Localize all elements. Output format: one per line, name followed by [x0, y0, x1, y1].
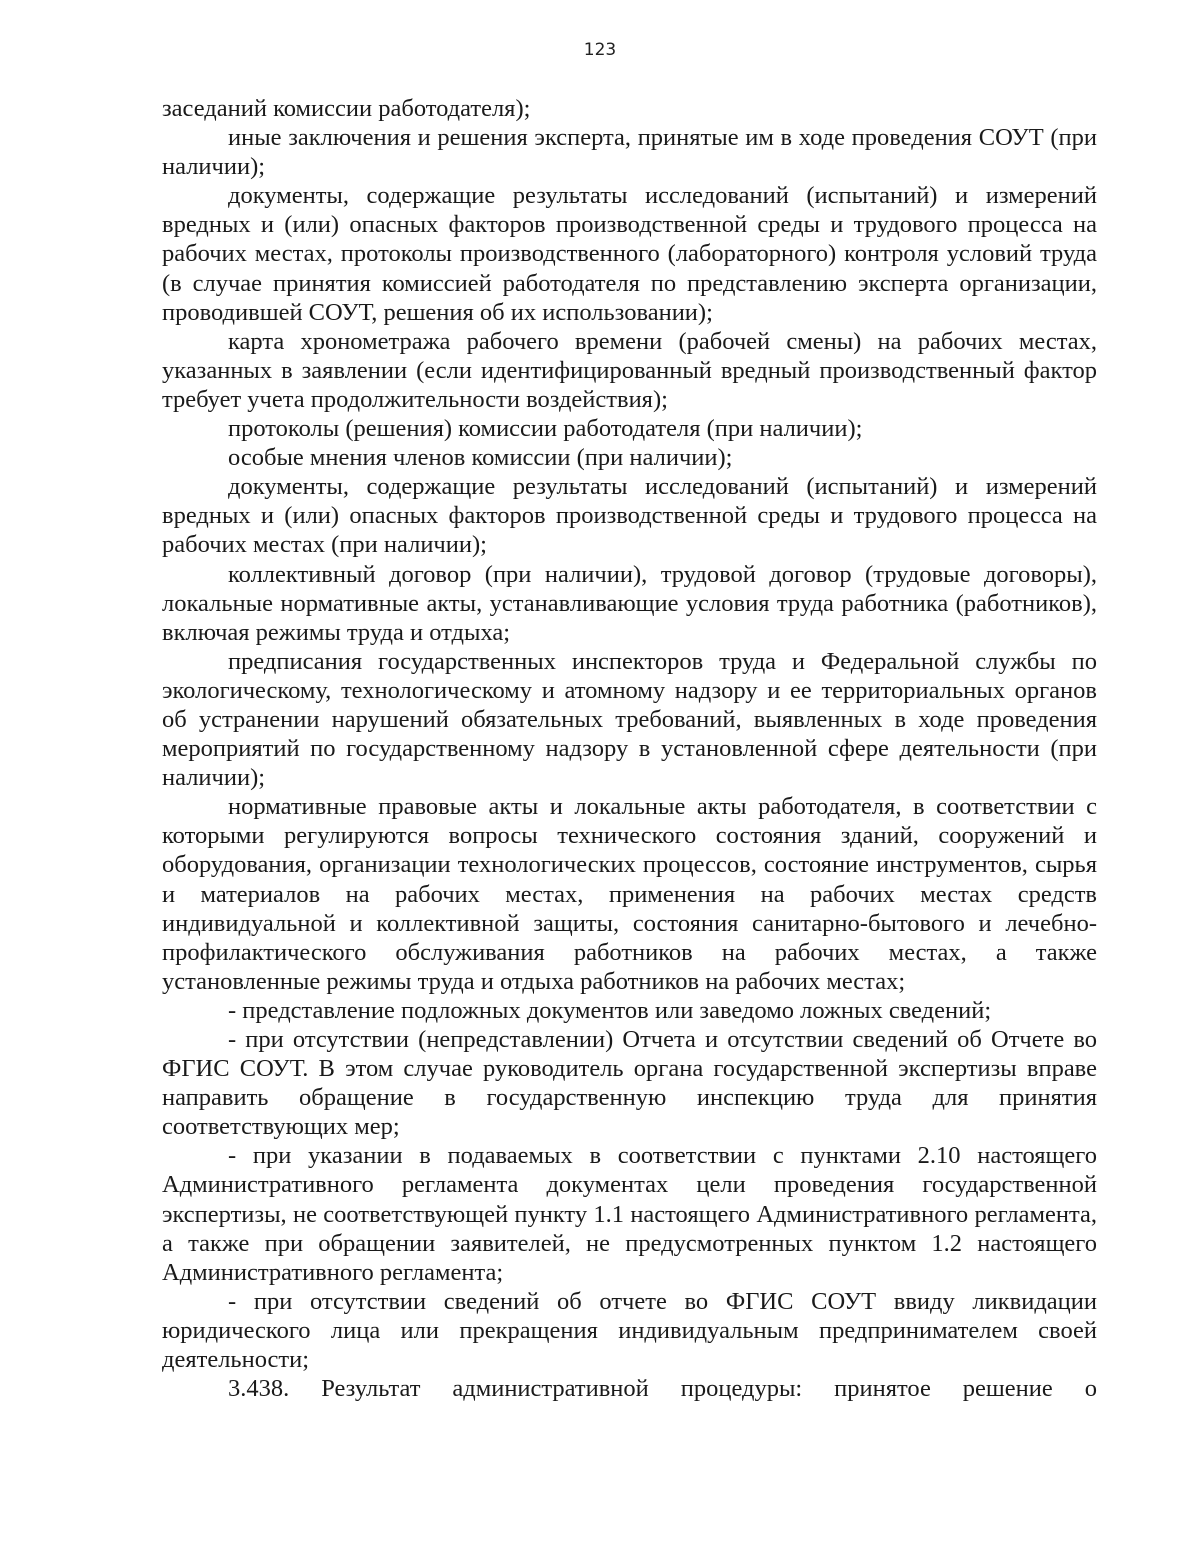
heading-word: Результат: [321, 1375, 421, 1403]
section-number: 3.438.: [228, 1375, 290, 1403]
paragraph: - при отсутствии (непредставлении) Отчета и отсутствии сведений об Отчете во ФГИС СОУТ. В этом случае руководитель органа государственной экспертизы вправе направить обращение в государственную инспекцию труда для принятия соответствующих мер;: [162, 1026, 1097, 1141]
heading-word: принятое: [834, 1375, 931, 1403]
page-number: 123: [583, 40, 617, 60]
heading-word: о: [1084, 1375, 1097, 1403]
heading-word: решение: [962, 1375, 1053, 1403]
paragraph: - при указании в подаваемых в соответствии с пунктами 2.10 настоящего Административного регламента документах цели проведения государственной экспертизы, не соответствующей пункту 1.1 настоящего Административного регламента, а также при обращении заявителей, не предусмотренных пунктом 1.2 настоящего Административного регламента;: [162, 1142, 1097, 1286]
paragraph: - представление подложных документов или заведомо ложных сведений;: [228, 996, 992, 1024]
paragraph: нормативные правовые акты и локальные акты работодателя, в соответствии с которыми регулируются вопросы технического состояния зданий, сооружений и оборудования, организации технологических процессов, состояние инструментов, сырья и материалов на рабочих местах, применения на рабочих местах средств индивидуальной и коллективной защиты, состояния санитарно-бытового и лечебно-профилактического обслуживания работников на рабочих местах, а также установленные режимы труда и отдыха работников на рабочих местах;: [162, 793, 1097, 995]
paragraph: иные заключения и решения эксперта, принятые им в ходе проведения СОУТ (при наличии);: [162, 124, 1097, 181]
paragraph: предписания государственных инспекторов труда и Федеральной службы по экологическому, технологическому и атомному надзору и ее территориальных органов об устранении нарушений обязательных требований, выявленных в ходе проведения мероприятий по государственному надзору в установленной сфере деятельности (при наличии);: [162, 647, 1097, 792]
body-text: [162, 94, 1097, 1403]
paragraph: документы, содержащие результаты исследований (испытаний) и измерений вредных и (или) опасных факторов производственной среды и трудового процесса на рабочих местах, протоколы производственного (лабораторного) контроля условий труда (в случае принятия комиссией работодателя по представлению эксперта организации, проводившей СОУТ, решения об их использовании);: [162, 182, 1097, 326]
section-3-438-heading: [162, 1374, 1097, 1403]
heading-word: административной: [452, 1375, 649, 1403]
paragraph: карта хронометража рабочего времени (рабочей смены) на рабочих местах, указанных в заявлении (если идентифицированный вредный производственный фактор требует учета продолжительности воздействия);: [162, 327, 1097, 413]
paragraph: коллективный договор (при наличии), трудовой договор (трудовые договоры), локальные нормативные акты, устанавливающие условия труда работника (работников), включая режимы труда и отдыха;: [162, 560, 1097, 646]
paragraph: заседаний комиссии работодателя);: [162, 95, 531, 122]
paragraph: протоколы (решения) комиссии работодателя (при наличии);: [228, 415, 863, 443]
paragraph: - при отсутствии сведений об отчете во ФГИС СОУТ ввиду ликвидации юридического лица или прекращения индивидуальным предпринимателем своей деятельности;: [162, 1287, 1097, 1374]
heading-word: процедуры:: [680, 1375, 803, 1403]
paragraph: особые мнения членов комиссии (при наличии);: [228, 444, 733, 472]
paragraph: документы, содержащие результаты исследований (испытаний) и измерений вредных и (или) опасных факторов производственной среды и трудового процесса на рабочих местах (при наличии);: [162, 473, 1097, 559]
